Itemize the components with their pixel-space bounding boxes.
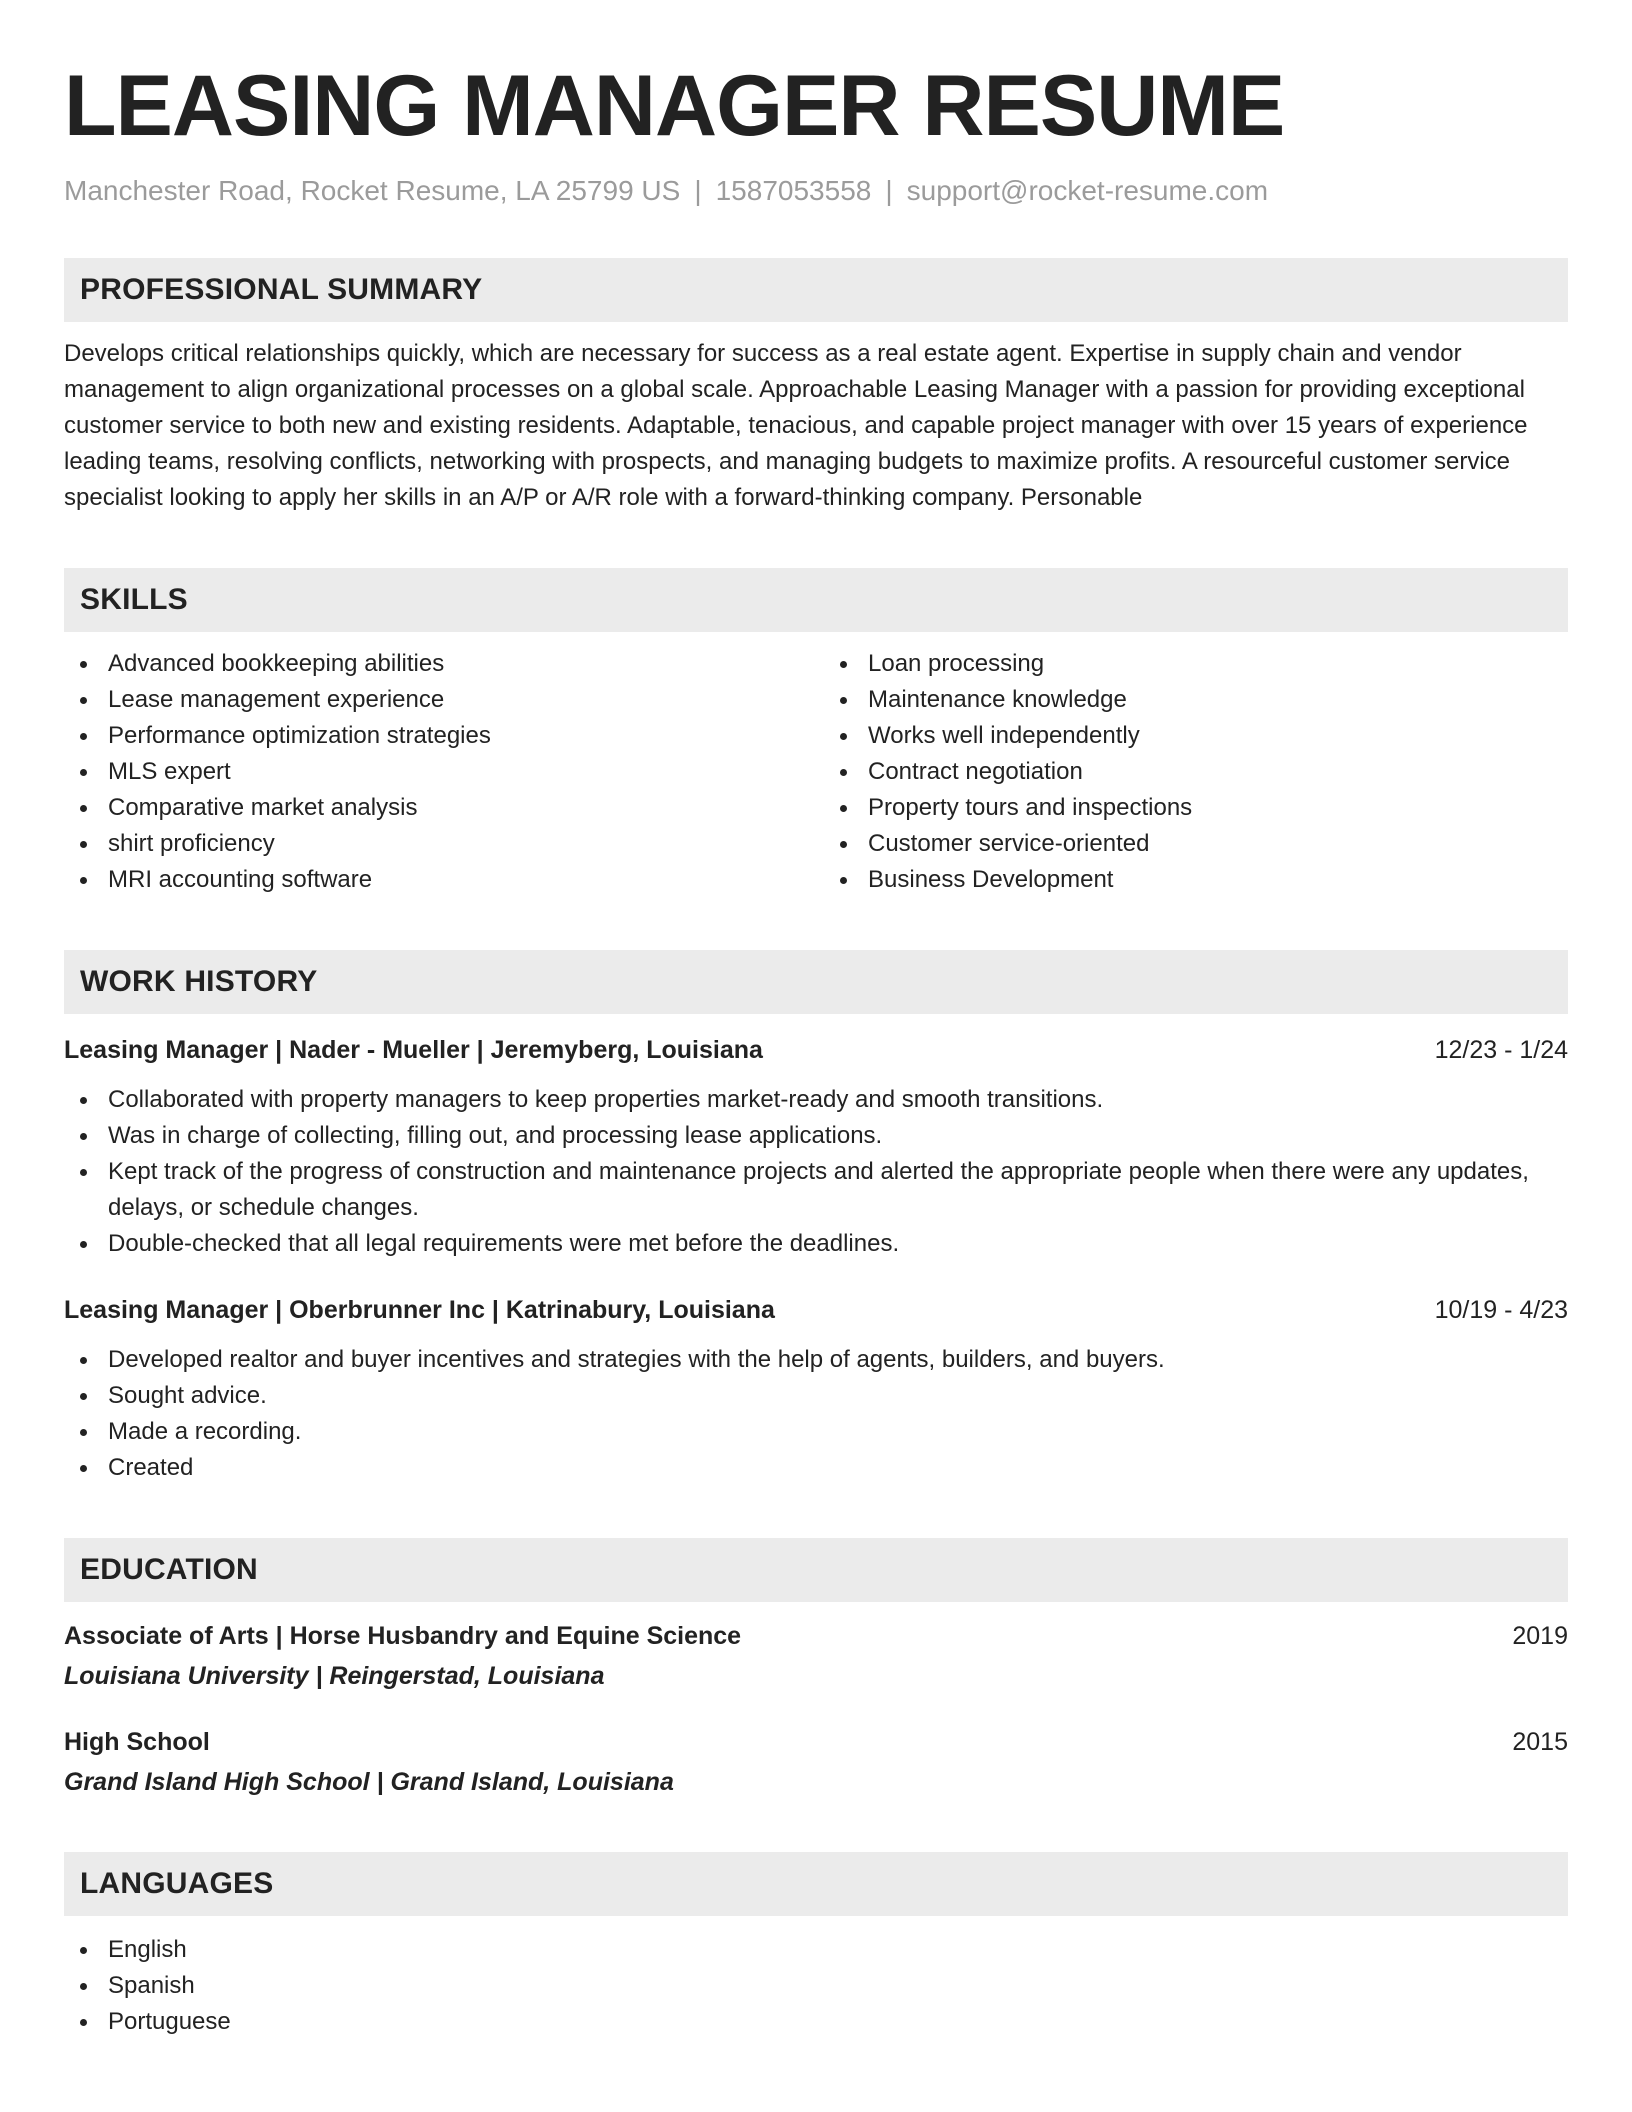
contact-email: support@rocket-resume.com — [906, 175, 1269, 206]
section-header — [64, 1538, 1568, 1602]
contact-separator: | — [694, 175, 702, 206]
education-school: Grand Island High School | Grand Island, Louisiana — [64, 1768, 674, 1796]
skill-item: Loan processing — [824, 646, 1568, 682]
education-header — [64, 1618, 1568, 1654]
job-bullet: Made a recording. — [64, 1414, 1568, 1450]
skill-item: shirt proficiency — [64, 826, 816, 862]
education-degree: High School — [64, 1728, 210, 1756]
contact-separator: | — [885, 175, 893, 206]
education-degree: Associate of Arts | Horse Husbandry and Equine Science — [64, 1622, 742, 1650]
job-header — [64, 1032, 1568, 1068]
job-bullet: Created — [64, 1450, 1568, 1486]
education-entry — [64, 1724, 1568, 1800]
skill-item: Lease management experience — [64, 682, 816, 718]
education-heading: EDUCATION — [80, 1553, 258, 1586]
education-school: Louisiana University | Reingerstad, Louisiana — [64, 1662, 605, 1690]
work-history-heading: WORK HISTORY — [80, 965, 318, 998]
education-header — [64, 1724, 1568, 1760]
skill-item: Business Development — [824, 862, 1568, 898]
job-bullets — [64, 1082, 1568, 1262]
job-bullet: Kept track of the progress of construction and maintenance projects and alerted the appropriate people when there were any updates, delays, or schedule changes. — [64, 1154, 1568, 1226]
skills-heading: SKILLS — [80, 583, 188, 616]
language-item: English — [64, 1932, 1568, 1968]
job-bullets — [64, 1342, 1568, 1486]
job-bullet: Collaborated with property managers to keep properties market-ready and smooth transitions. — [64, 1082, 1568, 1118]
languages-section — [64, 1852, 1568, 2040]
job-bullet: Developed realtor and buyer incentives and strategies with the help of agents, builders, and buyers. — [64, 1342, 1568, 1378]
job-dates: 10/19 - 4/23 — [1434, 1296, 1568, 1324]
education-entry — [64, 1618, 1568, 1694]
summary-text: Develops critical relationships quickly, which are necessary for success as a real estate agent. Expertise in supply chain and vendor management to align organizational processes on a global scale. Approachable Leasing Manager with a passion for providing exceptional customer service to both new and existing residents. Adaptable, tenacious, and capable project manager with over 15 years of experience leading teams, resolving conflicts, networking with prospects, and managing budgets to maximize profits. A resourceful customer service specialist looking to apply her skills in an A/P or A/R role with a forward-thinking company. Personable — [64, 340, 1528, 511]
resume-title: LEASING MANAGER RESUME — [64, 58, 1285, 154]
skill-item: Contract negotiation — [824, 754, 1568, 790]
education-year: 2019 — [1512, 1622, 1568, 1650]
skills-list-right — [816, 646, 1568, 898]
skills-section — [64, 568, 1568, 898]
summary-heading: PROFESSIONAL SUMMARY — [80, 273, 483, 306]
skill-item: Customer service-oriented — [824, 826, 1568, 862]
section-header — [64, 568, 1568, 632]
section-header — [64, 950, 1568, 1014]
summary-section — [64, 258, 1568, 516]
skill-item: MRI accounting software — [64, 862, 816, 898]
skill-item: Property tours and inspections — [824, 790, 1568, 826]
work-history-section — [64, 950, 1568, 1486]
contact-phone: 1587053558 — [715, 175, 872, 206]
job-title: Leasing Manager | Nader - Mueller | Jeremyberg, Louisiana — [64, 1036, 763, 1064]
section-header — [64, 258, 1568, 322]
education-section — [64, 1538, 1568, 1800]
job-bullet: Double-checked that all legal requirements were met before the deadlines. — [64, 1226, 1568, 1262]
resume-header — [64, 58, 1568, 208]
language-item: Spanish — [64, 1968, 1568, 2004]
job-bullet: Was in charge of collecting, filling out, and processing lease applications. — [64, 1118, 1568, 1154]
job-bullet: Sought advice. — [64, 1378, 1568, 1414]
skill-item: Works well independently — [824, 718, 1568, 754]
languages-heading: LANGUAGES — [80, 1867, 274, 1900]
job-title: Leasing Manager | Oberbrunner Inc | Katrinabury, Louisiana — [64, 1296, 775, 1324]
languages-list — [64, 1932, 1568, 2040]
skills-columns — [64, 646, 1568, 898]
skills-list-left — [64, 646, 816, 898]
education-year: 2015 — [1512, 1728, 1568, 1756]
skill-item: Advanced bookkeeping abilities — [64, 646, 816, 682]
section-header — [64, 1852, 1568, 1916]
job-entry — [64, 1032, 1568, 1262]
skill-item: Maintenance knowledge — [824, 682, 1568, 718]
skill-item: Comparative market analysis — [64, 790, 816, 826]
skill-item: MLS expert — [64, 754, 816, 790]
contact-line — [64, 174, 1568, 208]
job-header — [64, 1292, 1568, 1328]
job-dates: 12/23 - 1/24 — [1434, 1036, 1568, 1064]
job-entry — [64, 1292, 1568, 1486]
skill-item: Performance optimization strategies — [64, 718, 816, 754]
contact-address: Manchester Road, Rocket Resume, LA 25799 US — [64, 175, 681, 206]
language-item: Portuguese — [64, 2004, 1568, 2040]
